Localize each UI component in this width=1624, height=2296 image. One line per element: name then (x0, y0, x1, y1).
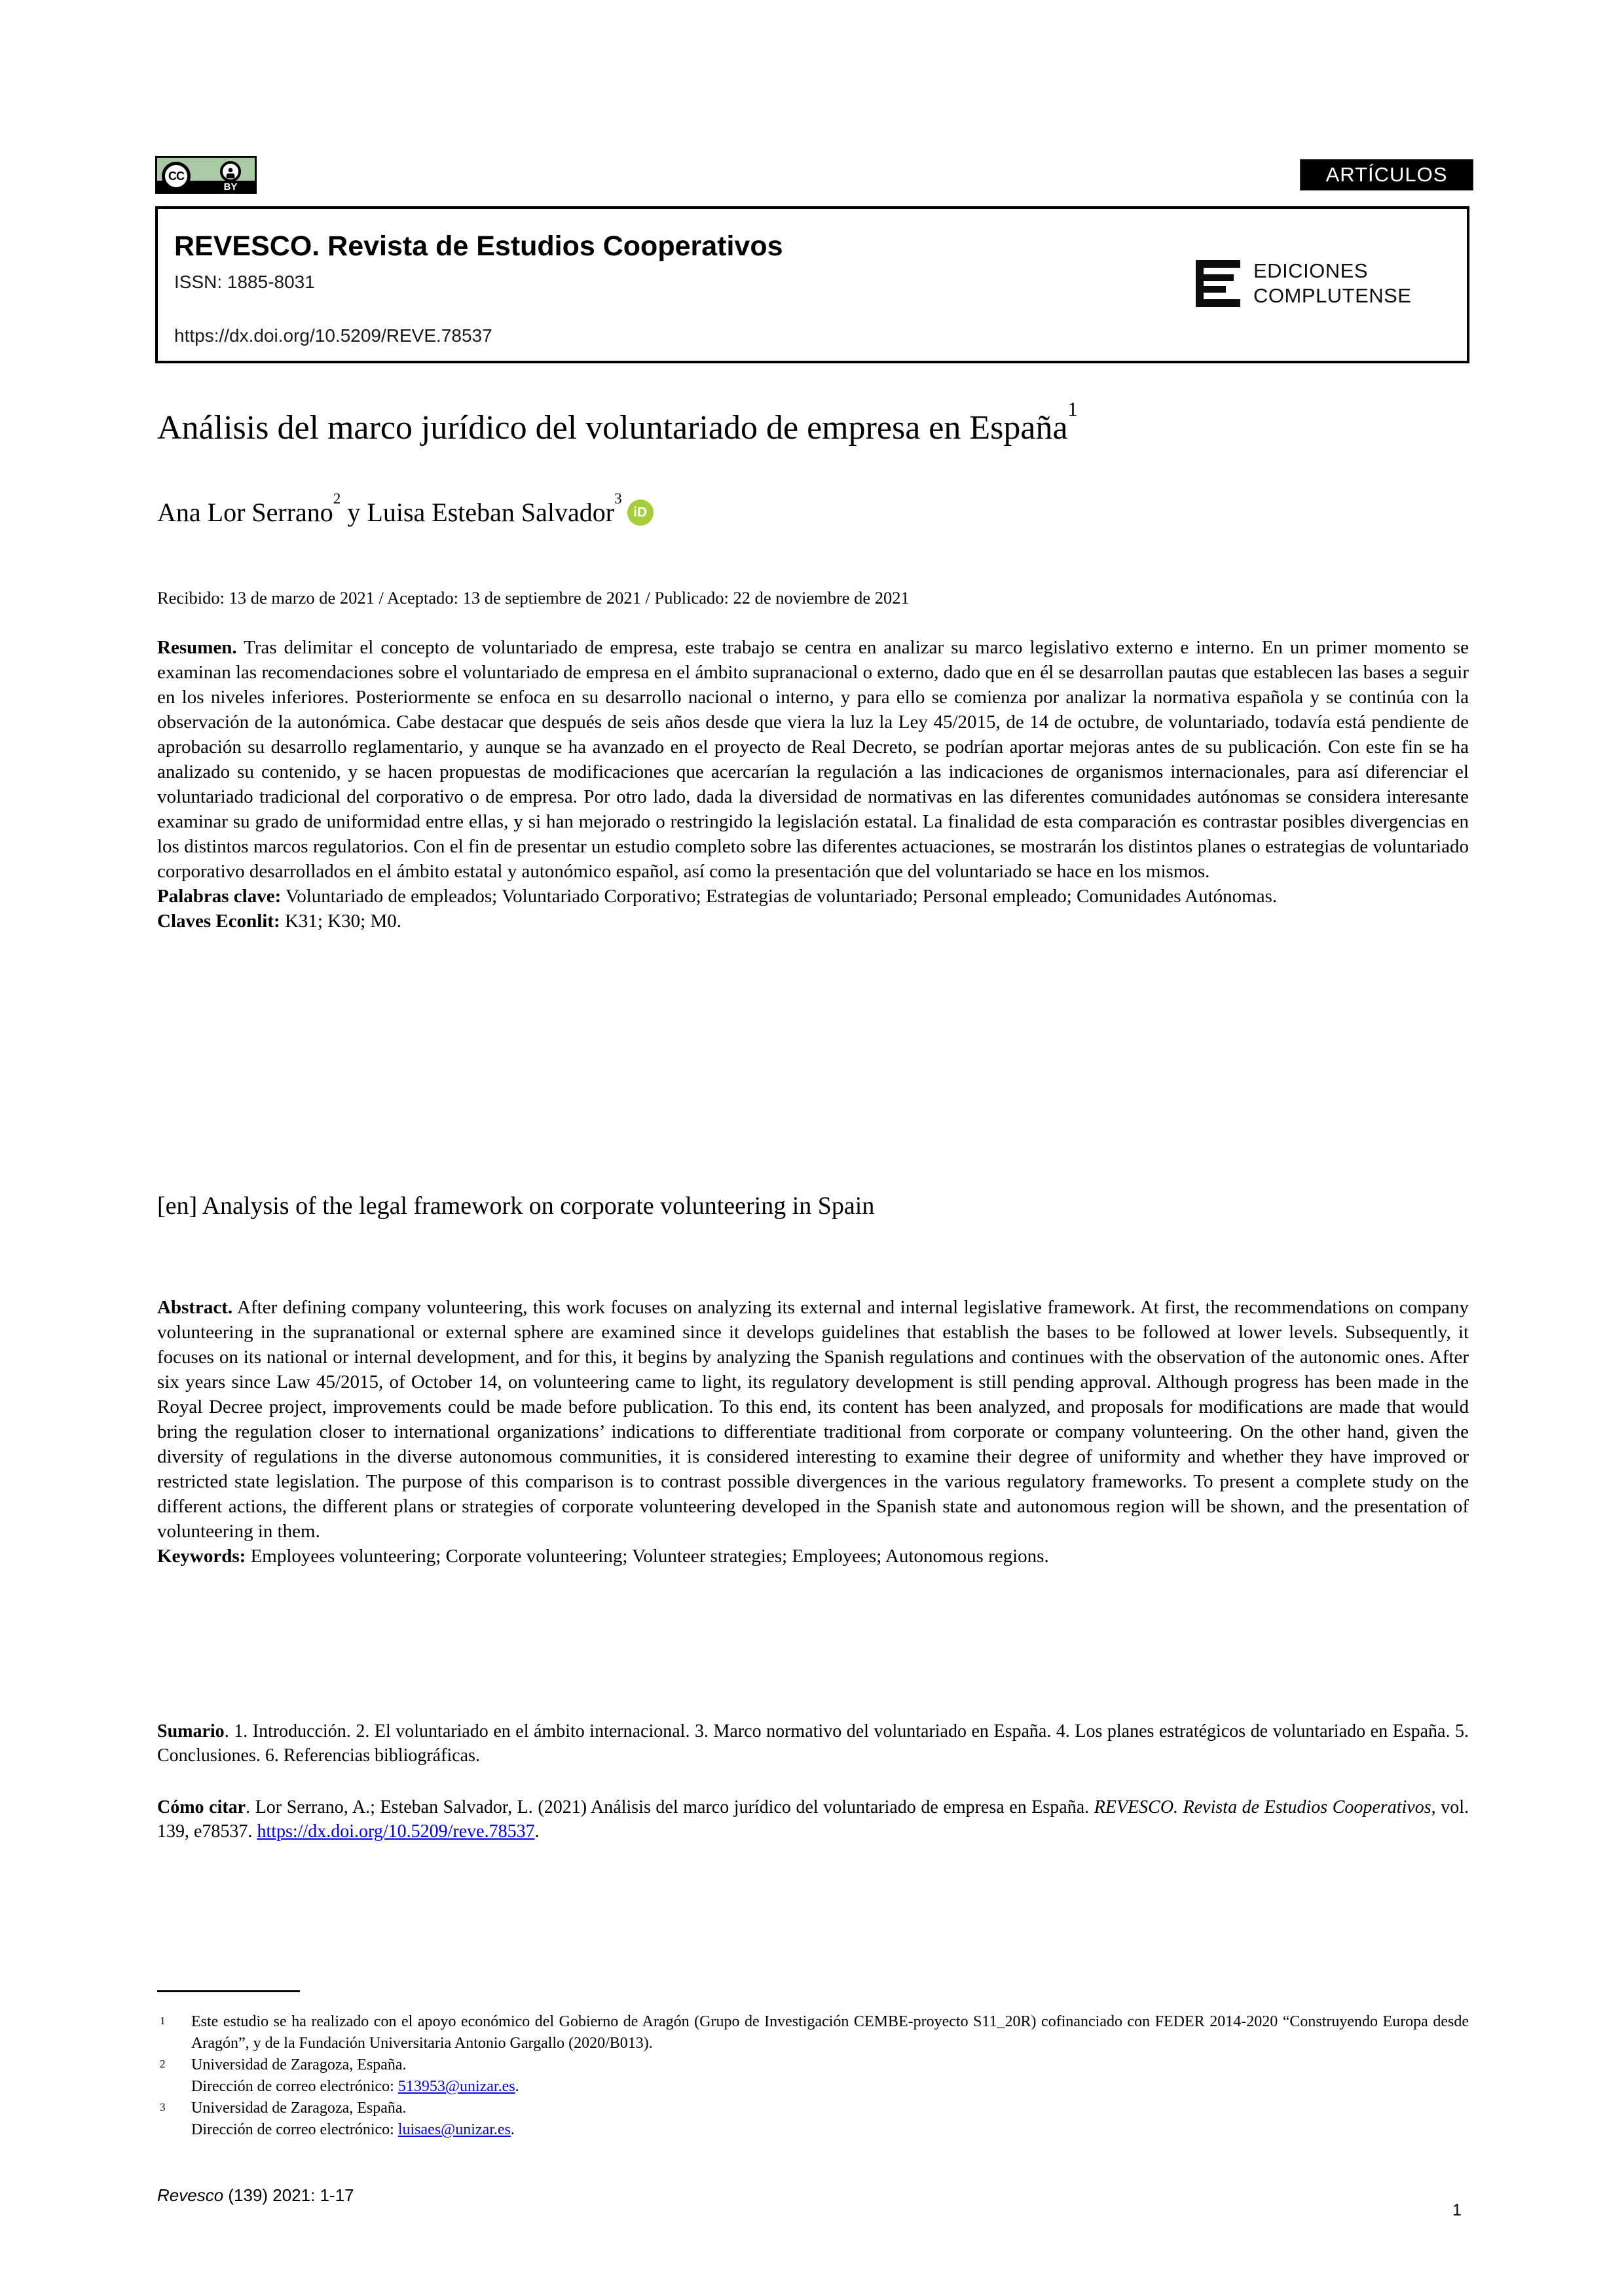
claves-econlit-paragraph (157, 909, 1469, 934)
citation-section (157, 1795, 1469, 1844)
footnote-1-marker: 1 (160, 2014, 166, 2027)
sumario-label: Sumario (157, 1721, 225, 1741)
publisher-name-line1: EDICIONES (1253, 259, 1369, 282)
footnote-2-text (191, 2054, 1469, 2098)
keywords-text: Employees volunteering; Corporate volunteering; Volunteer strategies; Employees; Autonomous regions. (246, 1546, 1049, 1567)
running-footer (157, 2185, 354, 2206)
footnote-2-closing: . (515, 2078, 519, 2095)
abstract-paragraph (157, 1295, 1469, 1544)
page-number: 1 (1452, 2201, 1462, 2219)
footnote-3-email-label: Dirección de correo electrónico: (191, 2121, 398, 2138)
footnote-3 (157, 2098, 1469, 2141)
cc-by-license-badge[interactable] (155, 156, 257, 194)
citation-text-after: , vol. 139, e78537. (157, 1797, 1469, 1842)
footer-issue-info: (139) 2021: 1-17 (223, 2185, 354, 2205)
footnote-3-email-link[interactable]: luisaes@unizar.es (397, 2121, 511, 2138)
footnote-2-affiliation: Universidad de Zaragoza, España. (191, 2056, 407, 2073)
claves-econlit-text: K31; K30; M0. (280, 911, 401, 932)
keywords-label: Keywords: (157, 1546, 246, 1567)
author-1-footnote-marker: 2 (333, 490, 341, 507)
citation-label: Cómo citar (157, 1797, 246, 1817)
author-1: Ana Lor Serrano (157, 498, 333, 527)
article-title (157, 398, 1469, 449)
cc-by-label: BY (223, 181, 238, 192)
footnote-2-email-label: Dirección de correo electrónico: (191, 2078, 398, 2095)
footnotes (157, 2011, 1469, 2141)
citation-doi-link[interactable]: https://dx.doi.org/10.5209/reve.78537 (257, 1821, 535, 1842)
journal-doi: https://dx.doi.org/10.5209/REVE.78537 (174, 325, 492, 346)
resumen-label: Resumen. (157, 637, 237, 658)
footnote-2 (157, 2054, 1469, 2098)
palabras-clave-text: Voluntariado de empleados; Voluntariado Corporativo; Estrategias de voluntariado; Personal empleado; Comunidades Autónomas. (281, 886, 1278, 907)
footnote-3-affiliation: Universidad de Zaragoza, España. (191, 2100, 407, 2117)
footnote-3-text (191, 2098, 1469, 2141)
publisher-name-line2: COMPLUTENSE (1253, 284, 1412, 307)
keywords-paragraph (157, 1544, 1469, 1569)
footer-journal-name: Revesco (157, 2185, 224, 2205)
author-line (157, 490, 1469, 529)
journal-issn: ISSN: 1885-8031 (174, 272, 315, 292)
sumario-section (157, 1719, 1469, 1768)
palabras-clave-paragraph (157, 884, 1469, 909)
article-title-text: Análisis del marco jurídico del voluntariado de empresa en España (157, 409, 1068, 446)
footnote-separator (157, 1990, 300, 1992)
footnote-1-text: Este estudio se ha realizado con el apoyo económico del Gobierno de Aragón (Grupo de Investigación CEMBE-proyecto S11_20R) cofinanciado con FEDER 2014-2020 “Construyendo Europa desde Aragón”, y de la Fundación Universitaria Antonio Gargallo (2020/B013). (191, 2013, 1469, 2052)
footnote-3-marker: 3 (160, 2101, 166, 2113)
orcid-icon[interactable]: iD (627, 500, 654, 526)
language-tag: [en] (157, 1192, 202, 1220)
claves-econlit-label: Claves Econlit: (157, 911, 280, 932)
citation-text-before: . Lor Serrano, A.; Esteban Salvador, L. (2021) Análisis del marco jurídico del voluntariado de empresa en España. (246, 1797, 1094, 1817)
sumario-paragraph (157, 1719, 1469, 1768)
attribution-person-icon (220, 161, 241, 182)
footnote-3-closing: . (510, 2121, 515, 2138)
abstract-label: Abstract. (157, 1297, 233, 1318)
article-history: Recibido: 13 de marzo de 2021 / Aceptado: 13 de septiembre de 2021 / Publicado: 22 de noviembre de 2021 (157, 588, 910, 608)
english-title-text: Analysis of the legal framework on corporate volunteering in Spain (202, 1192, 875, 1220)
creative-commons-icon: CC (162, 162, 191, 191)
section-badge: ARTÍCULOS (1300, 159, 1473, 191)
english-title (157, 1190, 1469, 1222)
resumen-paragraph (157, 635, 1469, 884)
citation-closing: . (534, 1821, 540, 1842)
palabras-clave-label: Palabras clave: (157, 886, 282, 907)
footnote-1 (157, 2011, 1469, 2054)
author-2: Luisa Esteban Salvador (367, 498, 615, 527)
citation-journal-name: REVESCO. Revista de Estudios Cooperativos (1094, 1797, 1431, 1817)
footnote-2-email-link[interactable]: 513953@unizar.es (397, 2078, 515, 2095)
resumen-text: Tras delimitar el concepto de voluntariado de empresa, este trabajo se centra en analizar su marco legislativo externo e interno. En un primer momento se examinan las recomendaciones sobre el voluntariado de empresa en el ámbito supranacional o externo, dado que en él se desarrollan pautas que establecen las bases a seguir en los niveles inferiores. Posteriormente se enfoca en su desarrollo nacional o interno, y para ello se comienza por analizar la normativa española y se continúa con la observación de la autonómica. Cabe destacar que después de seis años desde que viera la luz la Ley 45/2015, de 14 de octubre, de voluntariado, todavía está pendiente de aprobación su desarrollo reglamentario, y aunque se ha avanzado en el proyecto de Real Decreto, se podrían aportar mejoras antes de su publicación. Con este fin se ha analizado su contenido, y se hacen propuestas de modificaciones que acercarían la regulación a las indicaciones de organismos internacionales, para así diferenciar el voluntariado tradicional del corporativo o de empresa. Por otro lado, dada la diversidad de normativas en las diferentes comunidades autónomas se considera interesante examinar su grado de uniformidad entre ellas, y si han mejorado o restringido la legislación estatal. La finalidad de esta comparación es contrastar posibles divergencias en los distintos marcos regulatorios. Con el fin de presentar un estudio completo sobre las diferentes actuaciones, se mostrarán los distintos planes o estrategias de voluntariado corporativo desarrollados en el ámbito estatal y autonómico español, así como la presentación que del voluntariado se hace en los mismos. (157, 637, 1469, 882)
authors-joiner: y (341, 498, 367, 527)
publisher-logo (1196, 259, 1411, 308)
citation-paragraph (157, 1795, 1469, 1844)
resumen-section (157, 635, 1469, 934)
ediciones-complutense-mark (1196, 260, 1243, 307)
publisher-name (1253, 259, 1411, 308)
author-2-footnote-marker: 3 (614, 490, 622, 507)
abstract-section (157, 1295, 1469, 1569)
title-footnote-marker: 1 (1067, 398, 1078, 421)
journal-title: REVESCO. Revista de Estudios Cooperativos (174, 230, 783, 262)
footnote-2-marker: 2 (160, 2058, 166, 2070)
abstract-text: After defining company volunteering, this work focuses on analyzing its external and internal legislative framework. At first, the recommendations on company volunteering in the supranational or external sphere are examined since it develops guidelines that establish the bases to be followed at lower levels. Subsequently, it focuses on its national or internal development, and for this, it begins by analyzing the Spanish regulations and continues with the observation of the autonomic ones. After six years since Law 45/2015, of October 14, on volunteering came to light, its regulatory development is still pending approval. Although progress has been made in the Royal Decree project, improvements could be made before publication. To this end, its content has been analyzed, and proposals for modifications are made that would bring the regulation closer to international organizations’ indications to differentiate traditional from corporate or company volunteering. On the other hand, given the diversity of regulations in the diverse autonomous communities, it is considered interesting to examine their degree of uniformity and whether they have improved or restricted state legislation. The purpose of this comparison is to contrast possible divergences in the various regulatory frameworks. To present a complete study on the different actions, the different plans or strategies of corporate volunteering developed in the Spanish state and autonomous region will be shown, and the presentation of volunteering in them. (157, 1297, 1469, 1542)
sumario-text: . 1. Introducción. 2. El voluntariado en el ámbito internacional. 3. Marco normativo del voluntariado en España. 4. Los planes estratégicos de voluntariado en España. 5. Conclusiones. 6. Referencias bibliográficas. (157, 1721, 1469, 1766)
journal-header-box (155, 206, 1469, 363)
